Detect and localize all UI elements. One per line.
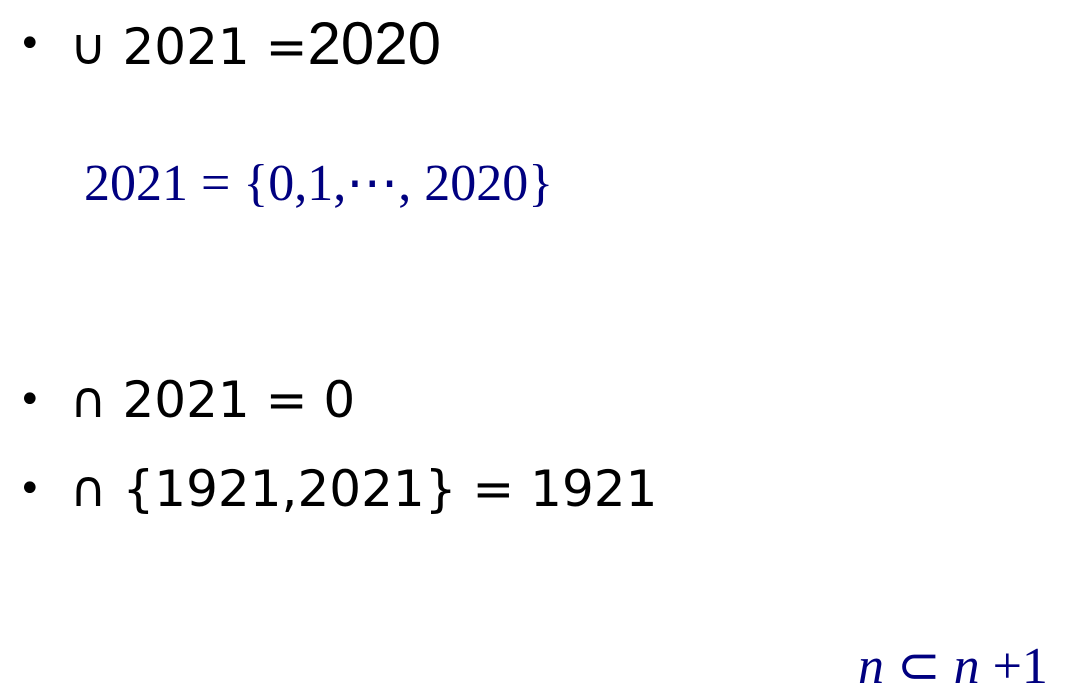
union-result: 2020 — [307, 10, 442, 77]
bullet-dot: • — [18, 466, 42, 512]
intersection-pair-expression: ∩ {1921,2021} = 1921 — [70, 460, 658, 518]
subset-var-n: n — [858, 638, 884, 695]
subset-note-formula — [858, 638, 1048, 696]
bullet-intersection-pair — [18, 459, 657, 519]
bullet-union-2021 — [18, 10, 442, 77]
subset-var-n-2: n — [953, 638, 980, 695]
union-expression: ∪ 2021 = — [70, 18, 308, 76]
intersection-expression: ∩ 2021 = 0 — [70, 371, 356, 429]
subset-operator: ⊂ — [884, 638, 954, 695]
set-definition-formula: 2021 = {0,1,⋯, 2020} — [84, 155, 554, 212]
bullet-intersection-2021 — [18, 370, 355, 430]
bullet-dot: • — [18, 377, 42, 423]
subset-plus-one: +1 — [979, 638, 1048, 695]
bullet-dot: • — [18, 21, 42, 67]
